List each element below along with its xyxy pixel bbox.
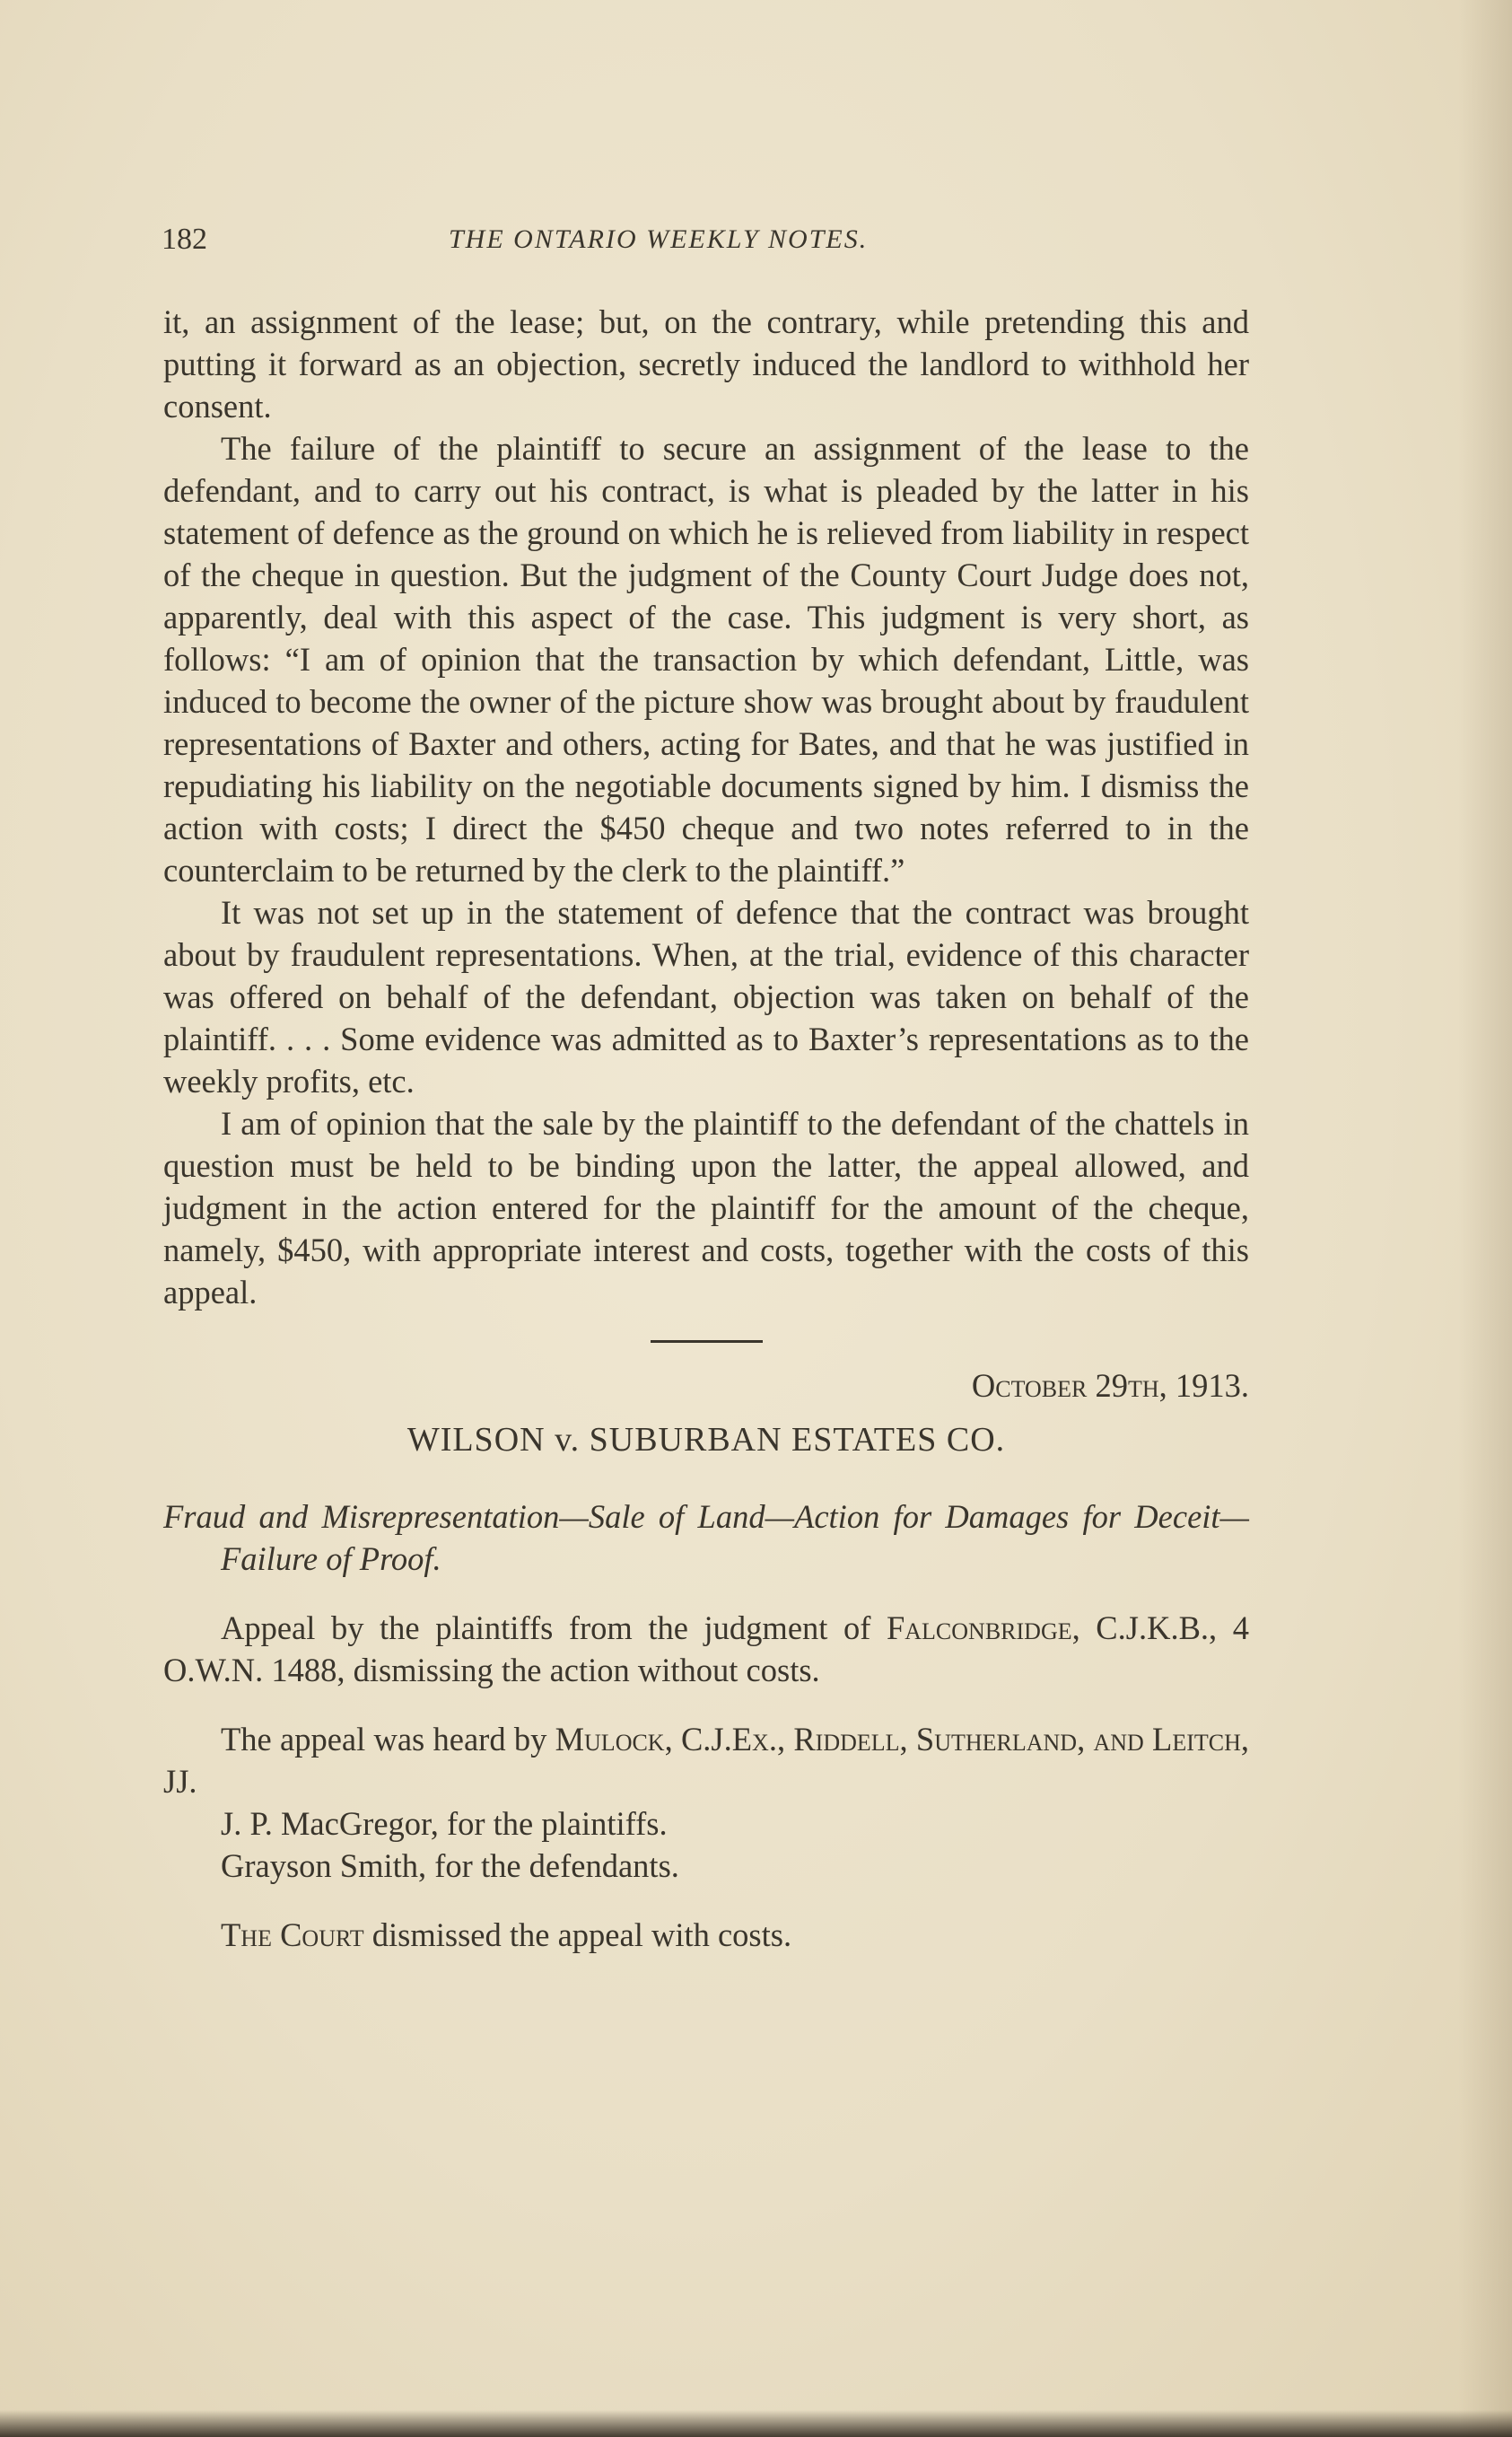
heard-judges: Mulock, C.J.Ex., Riddell, Sutherland, and Leitch, JJ. bbox=[163, 1721, 1249, 1800]
page-header bbox=[162, 223, 1252, 267]
counsel-plaintiffs: J. P. MacGregor, for the plaintiffs. bbox=[221, 1805, 668, 1842]
page-gutter-shadow bbox=[1458, 0, 1512, 2437]
counsel-defendants: Grayson Smith, for the defendants. bbox=[221, 1847, 679, 1884]
paragraph: The failure of the plaintiff to secure an assignment of the lease to the defendant, and to carry out his contract, is what is pleaded by the latter in his statement of defence as the ground on which he is relieved from liability in respect of the cheque in question. But the judgment of the County Court Judge does not, apparently, deal with this aspect of the case. This judgment is very short, as follows: “I am of opinion that the transaction by which defendant, Little, was induced to become the owner of the picture show was brought about by fraudulent representations of Baxter and others, acting for Bates, and that he was justified in repudiating his liability on the negotiable documents signed by him. I dismiss the action with costs; I direct the $450 cheque and two notes referred to in the counterclaim to be returned by the clerk to the plaintiff.” bbox=[163, 430, 1249, 889]
case-date: October 29th, 1913. bbox=[971, 1367, 1249, 1404]
page-number: 182 bbox=[162, 223, 207, 256]
page-bottom-edge bbox=[0, 2410, 1512, 2437]
section-divider bbox=[651, 1340, 763, 1343]
court-label: The Court bbox=[221, 1916, 364, 1953]
appeal-suffix: , C.J.K.B., 4 O.W.N. 1488, dismissing the action without costs. bbox=[163, 1609, 1249, 1688]
result-text: dismissed the appeal with costs. bbox=[363, 1916, 792, 1953]
appeal-judge: Falconbridge bbox=[886, 1609, 1072, 1646]
case-title: WILSON v. SUBURBAN ESTATES CO. bbox=[406, 1421, 1006, 1459]
bench-statement bbox=[163, 1718, 1249, 1802]
appeal-prefix: Appeal by the plaintiffs from the judgment of bbox=[221, 1609, 887, 1646]
court-result bbox=[163, 1914, 1249, 1956]
paragraph: It was not set up in the statement of defence that the contract was brought about by fraudulent representations. When, at the trial, evidence of this character was offered on behalf of the defendant, objection was taken on behalf of the plaintiff. . . . Some evidence was admitted as to Baxter’s representations as to the weekly profits, etc. bbox=[163, 894, 1249, 1100]
case-headnote: Fraud and Misrepresentation—Sale of Land—Action for Damages for Deceit—Failure of Proof. bbox=[163, 1498, 1249, 1577]
running-title: THE ONTARIO WEEKLY NOTES. bbox=[449, 224, 869, 254]
heard-prefix: The appeal was heard by bbox=[221, 1721, 555, 1758]
document-body bbox=[163, 301, 1249, 1956]
paragraph: I am of opinion that the sale by the plaintiff to the defendant of the chattels in question must be held to be binding upon the latter, the appeal allowed, and judgment in the action entered for the plaintiff for the amount of the cheque, namely, $450, with appropriate interest and costs, together with the costs of this appeal. bbox=[163, 1105, 1249, 1311]
paragraph: it, an assignment of the lease; but, on the contrary, while pretending this and putting it forward as an objection, secretly induced the landlord to withhold her consent. bbox=[163, 303, 1249, 425]
appeal-statement bbox=[163, 1607, 1249, 1691]
